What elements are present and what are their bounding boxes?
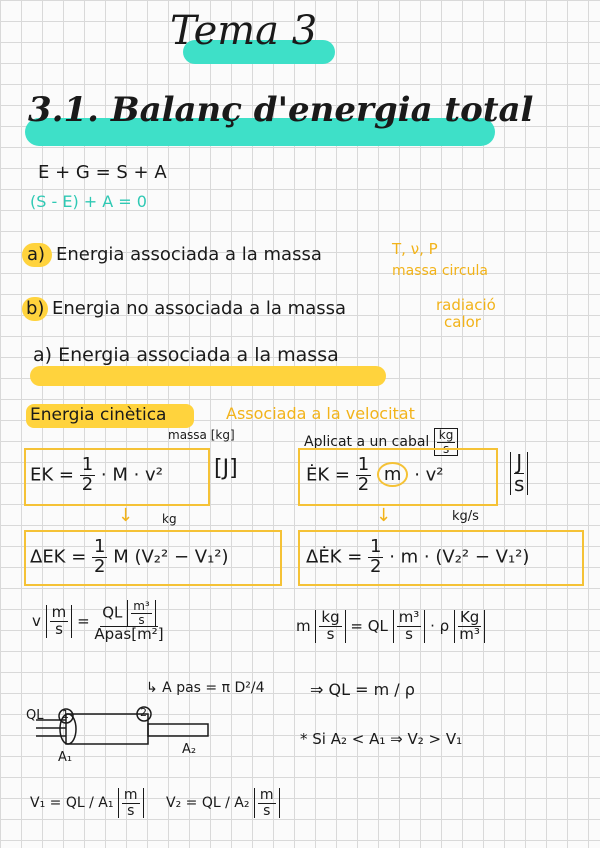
subsection-highlight — [30, 366, 386, 386]
delta-ek-rest: M (V₂² − V₁²) — [113, 546, 229, 568]
subsection-heading: a) Energia associada a la massa — [33, 344, 339, 366]
m-ql-den: s — [405, 624, 413, 643]
delta-ek-frac-num: 1 — [94, 536, 106, 557]
arrow-down-right: ↓ — [376, 505, 392, 526]
m-unit-den: s — [326, 624, 335, 643]
ek-dot-lhs: ĖK = — [306, 464, 350, 486]
v-num: QL — [102, 603, 123, 622]
v-frac-num — [100, 600, 157, 627]
v-num-unit-den: s — [138, 612, 145, 627]
m-rho: · ρ — [430, 616, 450, 635]
mass-note: massa [kg] — [168, 428, 235, 442]
v1-unit-num: m — [123, 787, 138, 803]
delta-ek-dot-rest: · m · (V₂² − V₁²) — [389, 546, 530, 568]
ek-unit-value: J — [222, 456, 230, 481]
ek-dot-frac-den: 2 — [357, 473, 370, 495]
delta-ek-dot-lhs: ΔĖK = — [306, 546, 363, 568]
ek-rest: · M · v² — [100, 464, 163, 486]
pipe-point-1: 1 — [62, 708, 69, 721]
ek-frac-den: 2 — [81, 473, 94, 495]
v-frac-den: Apas[m²] — [94, 625, 164, 644]
ek-dot-frac — [356, 456, 371, 495]
delta-ek-lhs: ΔEK = — [30, 546, 87, 568]
kinetic-label: Energia cinètica — [30, 405, 167, 425]
delta-ek-dot-frac — [368, 538, 383, 577]
delta-ek-dot-frac-den: 2 — [370, 555, 382, 577]
delta-ek-formula — [30, 538, 229, 577]
item-b-note-2: calor — [444, 313, 481, 331]
ek-dot-frac-num: 1 — [357, 454, 370, 475]
item-a-label: a) — [27, 244, 46, 265]
ek-frac-num: 1 — [81, 454, 94, 475]
v2-unit-num: m — [259, 787, 274, 803]
apas-formula: ↳ A pas = π D²/4 — [146, 680, 265, 696]
pipe-a1-label: A₁ — [58, 750, 73, 765]
item-b-note-1: radiació — [436, 296, 496, 314]
v2-unit-den: s — [263, 802, 271, 819]
ek-dot-formula — [306, 456, 444, 495]
pipe-point-2: 2 — [140, 706, 147, 719]
v2-formula — [166, 788, 280, 818]
ek-lhs: EK = — [30, 464, 74, 486]
m-lhs: m — [296, 616, 311, 635]
pipe-a2-label: A₂ — [182, 742, 197, 757]
m-unit-num: kg — [321, 608, 340, 626]
kgs-note: kg/s — [452, 509, 479, 524]
m-ql: = QL — [350, 616, 388, 635]
flow-unit-num: kg — [438, 428, 454, 442]
v-frac — [94, 600, 163, 643]
v1-text: V₁ = QL / A₁ — [30, 795, 114, 812]
v1-unit-den: s — [127, 802, 135, 819]
item-a-note-2: massa circula — [392, 263, 488, 279]
v2-text: V₂ = QL / A₂ — [166, 795, 250, 812]
ek-frac — [80, 456, 95, 495]
delta-ek-dot-formula — [306, 538, 529, 577]
ek-formula — [30, 456, 163, 495]
item-b-label: b) — [26, 298, 45, 319]
item-a-note-1: T, ν, P — [392, 240, 438, 258]
ek-dot-unit-den: s — [514, 472, 525, 496]
kg-note: kg — [162, 512, 177, 526]
kinetic-note: Associada a la velocitat — [226, 404, 415, 423]
m-rho-den: m³ — [459, 624, 480, 643]
v-num-unit-num: m³ — [133, 599, 150, 613]
delta-ek-dot-frac-num: 1 — [370, 536, 382, 557]
ek-unit: [J] — [214, 456, 238, 481]
mass-flow-formula — [296, 610, 485, 643]
m-rho-num: Kg — [459, 608, 480, 626]
flow-note-text: Aplicat a un cabal — [304, 434, 430, 451]
energy-balance-equation: E + G = S + A — [38, 162, 167, 183]
item-b-text: Energia no associada a la massa — [52, 298, 347, 319]
delta-ek-frac — [92, 538, 107, 577]
v-unit-num: m — [51, 603, 67, 622]
item-a-text: Energia associada a la massa — [56, 244, 322, 265]
v-unit-den: s — [55, 619, 63, 638]
energy-balance-rearranged: (S - E) + A = 0 — [30, 192, 147, 211]
ek-dot-mass: m — [377, 462, 409, 487]
ek-dot-unit — [510, 452, 528, 495]
v-lhs: v — [32, 611, 41, 630]
v1-formula — [30, 788, 144, 818]
ek-dot-v: · v² — [414, 464, 444, 486]
pipe-narrow-section — [148, 724, 208, 736]
flow-unit-den: s — [442, 441, 450, 456]
m-ql-num: m³ — [398, 608, 420, 626]
delta-ek-frac-den: 2 — [94, 555, 106, 577]
ek-dot-unit-num: J — [516, 450, 523, 474]
arrow-down-left: ↓ — [118, 505, 134, 526]
ql-formula: ⇒ QL = m / ρ — [310, 680, 415, 699]
v-den: Apas — [94, 625, 132, 644]
area-velocity-condition: * Si A₂ < A₁ ⇒ V₂ > V₁ — [300, 730, 463, 748]
pipe-wide-section — [66, 714, 148, 744]
v-den-unit: m² — [137, 625, 158, 644]
page-title: Tema 3 — [170, 8, 318, 54]
section-title: 3.1. Balanç d'energia total — [28, 90, 534, 130]
velocity-formula: v $\frac{m}{s}$ = QL $\frac{\text{m³}}{s}$ Apas[m²] — [32, 599, 164, 644]
pipe-ql-label: QL — [26, 708, 44, 723]
